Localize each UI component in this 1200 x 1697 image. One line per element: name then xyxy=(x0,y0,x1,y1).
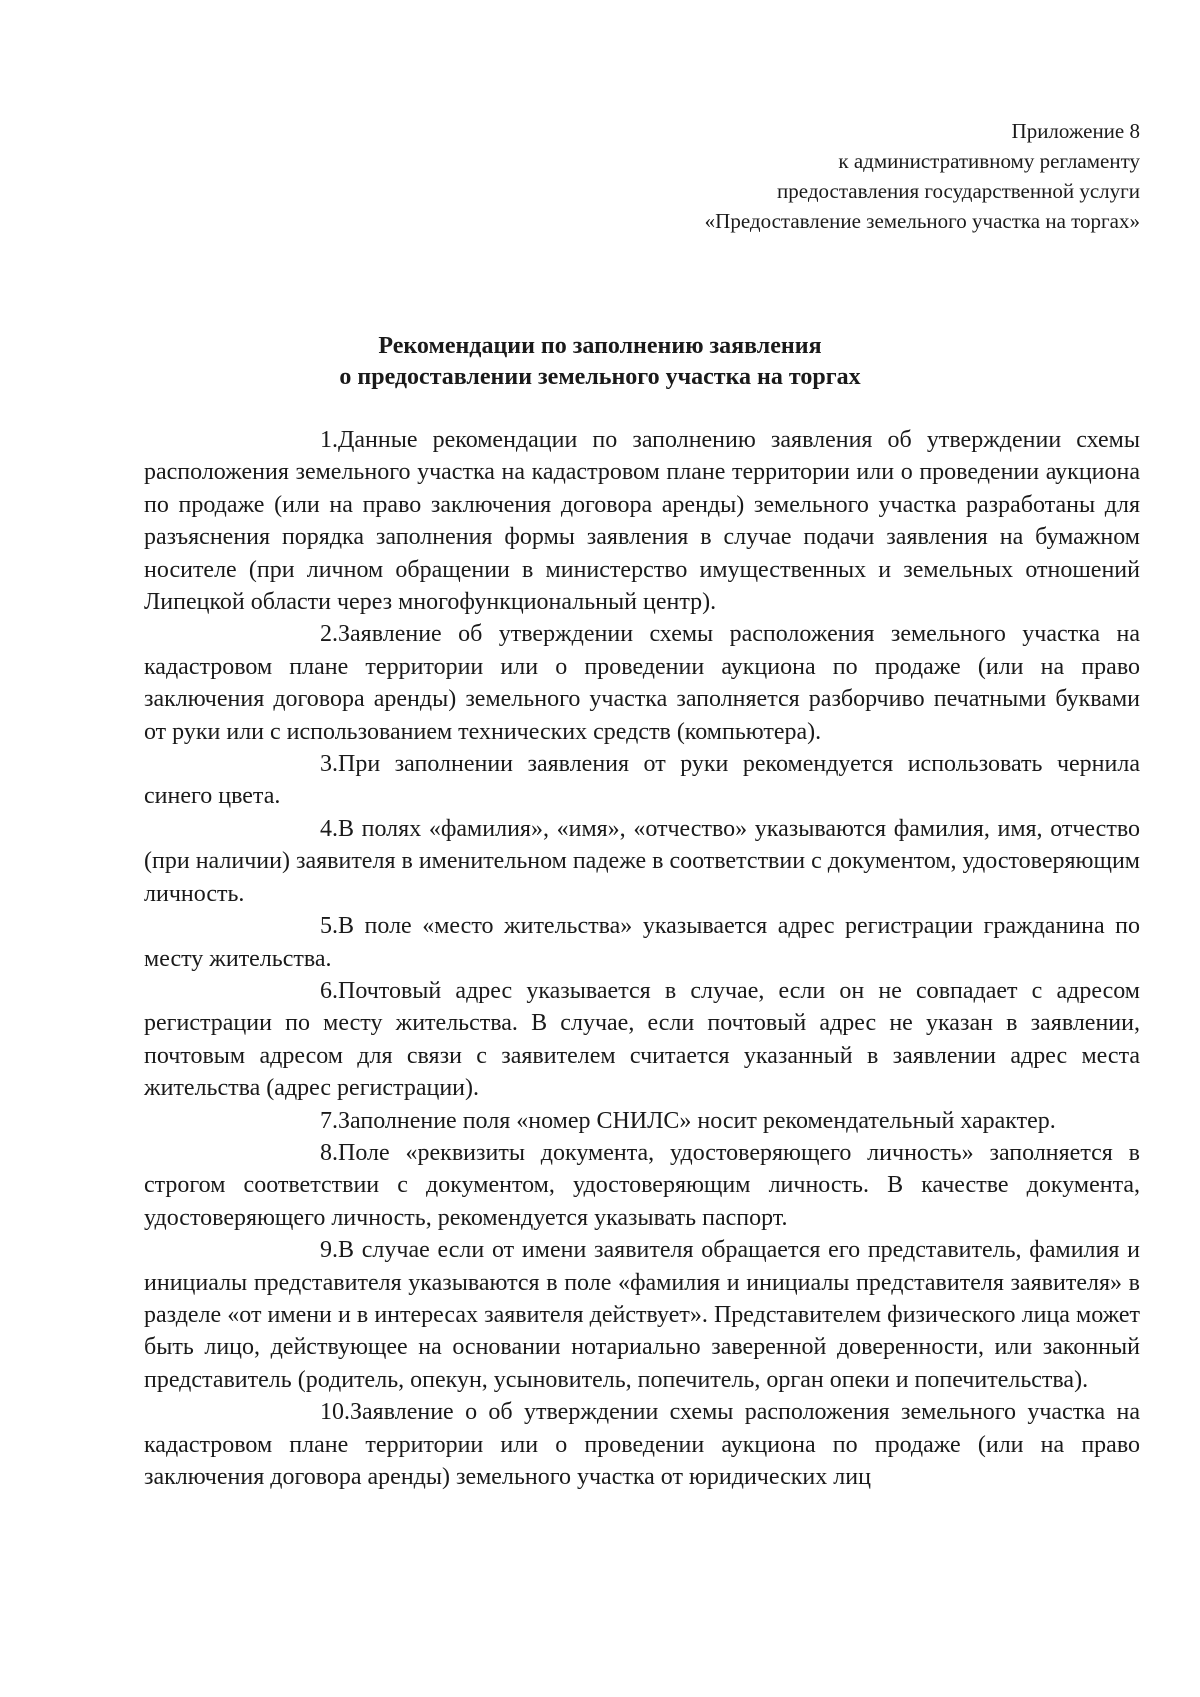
item-text: Почтовый адрес указывается в случае, если он не совпадает с адресом регистрации по месту жительства. В случае, если почтовый адрес не указан в заявлении, почтовым адресом для связи с заявителем считается указанный в заявлении адрес места жительства (адрес регистрации). xyxy=(144,977,1140,1102)
item-number: 1. xyxy=(320,427,338,453)
appendix-line: к административному регламенту xyxy=(838,149,1140,173)
paragraph-10 xyxy=(144,1396,1140,1493)
item-number: 5. xyxy=(320,913,338,940)
document-body xyxy=(144,424,1140,1493)
item-text: Заявление об утверждении схемы расположения земельного участка на кадастровом плане территории или о проведении аукциона по продаже (или на право заключения договора аренды) земельного участка заполняется разборчиво печатными буквами от руки или с использованием технических средств (компьютера). xyxy=(144,621,1140,745)
paragraph-3 xyxy=(144,748,1140,813)
document-title xyxy=(0,331,1200,393)
item-text: В полях «фамилия», «имя», «отчество» указываются фамилия, имя, отчество (при наличии) заявителя в именительном падеже в соответствии с документом, удостоверяющим личность. xyxy=(144,815,1140,907)
paragraph-5 xyxy=(144,910,1140,975)
item-number: 9. xyxy=(320,1237,338,1264)
paragraph-7 xyxy=(144,1105,1140,1137)
item-number: 4. xyxy=(320,815,338,842)
appendix-line: предоставления государственной услуги xyxy=(777,179,1140,203)
paragraph-9 xyxy=(144,1234,1140,1396)
paragraph-8 xyxy=(144,1137,1140,1234)
paragraph-6 xyxy=(144,975,1140,1105)
item-number: 7. xyxy=(320,1107,338,1134)
item-text: Заполнение поля «номер СНИЛС» носит рекомендательный характер. xyxy=(338,1107,1056,1134)
item-number: 8. xyxy=(320,1139,338,1166)
item-number: 3. xyxy=(320,751,338,778)
paragraph-1 xyxy=(144,424,1140,618)
appendix-line: Приложение 8 xyxy=(1011,119,1140,143)
item-number: 2. xyxy=(320,621,338,648)
item-text: Поле «реквизиты документа, удостоверяющего личность» заполняется в строгом соответствии с документом, удостоверяющим личность. В качестве документа, удостоверяющего личность, рекомендуется указывать паспорт. xyxy=(144,1139,1140,1231)
item-text: Данные рекомендации по заполнению заявления об утверждении схемы расположения земельного участка на кадастровом плане территории или о проведении аукциона по продаже (или на право заключения договора аренды) земельного участка разработаны для разъяснения порядка заполнения формы заявления в случае подачи заявления на бумажном носителе (при личном обращении в министерство имущественных и земельных отношений Липецкой области через многофункциональный центр). xyxy=(144,427,1140,616)
paragraph-4 xyxy=(144,813,1140,910)
item-text: В случае если от имени заявителя обращается его представитель, фамилия и инициалы представителя указываются в поле «фамилия и инициалы представителя заявителя» в разделе «от имени и в интересах заявителя действует». Представителем физического лица может быть лицо, действующее на основании нотариально заверенной доверенности, или законный представитель (родитель, опекун, усыновитель, попечитель, орган опеки и попечительства). xyxy=(144,1237,1140,1393)
appendix-line: «Предоставление земельного участка на торгах» xyxy=(704,209,1140,233)
item-text: При заполнении заявления от руки рекомендуется использовать чернила синего цвета. xyxy=(144,751,1140,810)
paragraph-2 xyxy=(144,618,1140,748)
item-text: В поле «место жительства» указывается адрес регистрации гражданина по месту жительства. xyxy=(144,913,1140,972)
title-line: Рекомендации по заполнению заявления xyxy=(378,333,822,359)
item-number: 6. xyxy=(320,977,338,1004)
title-line: о предоставлении земельного участка на торгах xyxy=(339,364,861,390)
appendix-header xyxy=(705,116,1140,236)
item-number: 10. xyxy=(320,1399,350,1426)
item-text: Заявление о об утверждении схемы расположения земельного участка на кадастровом плане территории или о проведении аукциона по продаже (или на право заключения договора аренды) земельного участка от юридических лиц xyxy=(144,1399,1140,1490)
